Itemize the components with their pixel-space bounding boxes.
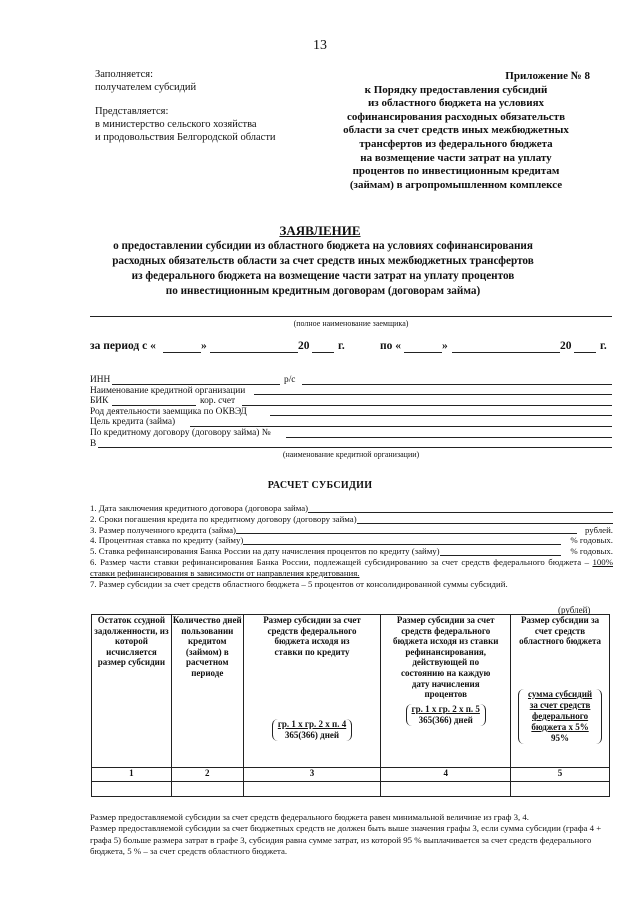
appendix-line: процентов по инвестиционным кредитам xyxy=(352,165,560,178)
period-from-month-field[interactable] xyxy=(210,352,298,353)
note-2: Размер предоставляемой субсидии за счет бюджетных средств не должен быть выше значения графы 3, если сумма субсидии (графа 4 + графа 5) больше размера затрат в графе 3, субсидия равна сумме затрат, из которой 95 % выплачивается за счет средств федерального бюджета, 5 % – за счет средств областного бюджета. xyxy=(90,823,602,857)
org-caption: (наименование кредитной организации) xyxy=(282,450,420,460)
col-header-5 xyxy=(511,615,610,768)
subtitle-line: расходных обязательств области за счет средств иных межбюджетных трансфертов xyxy=(112,255,534,267)
subtitle-line: по инвестиционным кредитным договорам (договорам займа) xyxy=(165,285,481,297)
submit-to-line-2: и продовольствия Белгородской области xyxy=(95,132,276,143)
calc-title: РАСЧЕТ СУБСИДИИ xyxy=(267,480,373,491)
item-6-label: 6. Размер части ставки рефинансирования Банка России, подлежащей субсидированию за счет средств федерального бюджета – xyxy=(90,556,589,567)
submit-label: Представляется: xyxy=(95,106,169,117)
col-header-4-label: Размер субсидии за счет средств федерального бюджета исходя из ставки рефинансирования, действующей по состоянию на каждую дату начисления процентов xyxy=(392,615,499,700)
table-cell-input[interactable] xyxy=(381,782,511,797)
item-7 xyxy=(90,579,613,590)
period-from-day-field[interactable] xyxy=(163,352,201,353)
notes xyxy=(90,812,613,858)
col-3-formula-bottom: 365(366) дней xyxy=(284,730,340,741)
col-4-formula-bottom: 365(366) дней xyxy=(418,714,473,725)
fill-label: Заполняется: xyxy=(95,69,153,80)
okved-label: Род деятельности заемщика по ОКВЭД xyxy=(90,406,247,417)
col-header-1: Остаток ссудной задолженности, из которой исчисляется размер субсидии xyxy=(92,615,172,768)
fill-by: получателем субсидий xyxy=(95,82,197,93)
appendix-line: на возмещение части затрат на уплату xyxy=(360,151,552,164)
col-3-formula xyxy=(272,719,352,741)
bik-label: БИК xyxy=(90,396,109,407)
note-1: Размер предоставляемой субсидии за счет средств федерального бюджета равен минимальной величине из граф 3, 4. xyxy=(90,812,529,822)
period-to-close-quote: » xyxy=(442,340,448,352)
item-6-underlined: 100% ставки рефинансирования в зависимости от направления кредитования. xyxy=(90,556,613,578)
col-number: 1 xyxy=(92,768,172,782)
col-header-3 xyxy=(243,615,381,768)
period-to-day-field[interactable] xyxy=(404,352,442,353)
col-5-formula-bottom: 95% xyxy=(551,732,570,743)
subsidy-table xyxy=(91,614,610,797)
col-header-3-label: Размер субсидии за счет средств федерального бюджета исходя из ставки по кредиту xyxy=(263,615,361,657)
period-from-year-suffix: г. xyxy=(338,340,345,352)
subtitle-line: из федерального бюджета на возмещение части затрат на уплату процентов xyxy=(131,270,515,282)
table-cell-input[interactable] xyxy=(171,782,243,797)
col-4-formula xyxy=(406,704,486,726)
col-number: 2 xyxy=(171,768,243,782)
col-number: 5 xyxy=(511,768,610,782)
currency-unit: (рублей) xyxy=(558,605,591,615)
inn-label: ИНН xyxy=(90,375,111,385)
item-7-label: 7. Размер субсидии за счет средств областного бюджета – 5 процентов от консолидированной суммы субсидий. xyxy=(90,578,508,589)
item-4-unit: % годовых. xyxy=(570,535,613,546)
item-1-label: 1. Дата заключения кредитного договора (договора займа) xyxy=(90,503,309,513)
appendix-header xyxy=(300,70,612,192)
in-label: В xyxy=(90,438,97,449)
table-cell-input[interactable] xyxy=(92,782,172,797)
period-to-year-prefix: 20 xyxy=(560,340,572,352)
item-3-unit: рублей. xyxy=(584,524,613,535)
requisites-form xyxy=(90,375,612,459)
inn-field[interactable] xyxy=(112,384,280,385)
col-header-4 xyxy=(381,615,511,768)
period-from-year-prefix: 20 xyxy=(298,340,310,352)
appendix-line: (займам) в агропромышленном комплексе xyxy=(349,178,563,191)
col-4-formula-top: гр. 1 х гр. 2 х п. 5 xyxy=(411,703,480,714)
submit-to-line-1: в министерство сельского хозяйства xyxy=(95,119,257,130)
page-number: 13 xyxy=(313,38,327,53)
contract-label: По кредитному договору (договору займа) № xyxy=(90,427,271,438)
table-cell-input[interactable] xyxy=(511,782,610,797)
item-2-label: 2. Сроки погашения кредита по кредитному договору (договору займа) xyxy=(90,513,357,524)
org-name-field[interactable] xyxy=(254,394,612,395)
appendix-line: области за счет средств иных межбюджетных xyxy=(343,124,569,137)
rs-field[interactable] xyxy=(302,384,612,385)
item-6 xyxy=(90,557,613,579)
bik-field[interactable] xyxy=(112,405,196,406)
col-number: 3 xyxy=(243,768,381,782)
period-to-year-field[interactable] xyxy=(574,352,596,353)
item-5-label: 5. Ставка рефинансирования Банка России на дату начисления процентов по кредиту (займу) xyxy=(90,546,440,557)
purpose-field[interactable] xyxy=(190,426,612,427)
col-5-formula xyxy=(518,689,602,744)
subtitle-line: о предоставлении субсидии из областного бюджета на условиях софинансирования xyxy=(113,240,533,252)
period-from-year-field[interactable] xyxy=(312,352,334,353)
col-header-2: Количество дней пользовании кредитом (займом) в расчетном периоде xyxy=(171,615,243,768)
col-3-formula-top: гр. 1 х гр. 2 х п. 4 xyxy=(277,719,347,730)
col-number: 4 xyxy=(381,768,511,782)
period-from-label: за период с « xyxy=(90,340,156,352)
borrower-caption: (полное наименование заемщика) xyxy=(293,319,409,328)
document-subtitle xyxy=(90,239,556,299)
appendix-line: к Порядку предоставления субсидий xyxy=(364,83,548,96)
okved-field[interactable] xyxy=(270,415,612,416)
col-5-formula-top: сумма субсидий за счет средств федерального бюджета х 5% xyxy=(528,688,593,732)
item-5-unit: % годовых. xyxy=(570,546,613,557)
submission-info xyxy=(95,68,276,144)
appendix-title: Приложение № 8 xyxy=(505,70,590,82)
period-to-month-field[interactable] xyxy=(452,352,560,353)
period-from-close-quote: » xyxy=(201,340,207,352)
bank-field[interactable] xyxy=(98,447,612,448)
period-to-label: по « xyxy=(380,340,402,352)
borrower-name-line[interactable] xyxy=(90,316,612,317)
purpose-label: Цель кредита (займа) xyxy=(90,417,176,428)
kor-label: кор. счет xyxy=(200,396,236,407)
kor-field[interactable] xyxy=(242,405,612,406)
item-3-label: 3. Размер полученного кредита (займа) xyxy=(90,524,236,535)
appendix-line: софинансирования расходных обязательств xyxy=(346,110,566,123)
calc-items xyxy=(90,503,613,589)
org-name-label: Наименование кредитной организации xyxy=(90,385,246,396)
table-cell-input[interactable] xyxy=(243,782,381,797)
rs-label: р/с xyxy=(284,375,296,385)
item-4-label: 4. Процентная ставка по кредиту (займу) xyxy=(90,535,244,546)
contract-field[interactable] xyxy=(286,437,612,438)
col-header-5-label: Размер субсидии за счет средств областного бюджета xyxy=(519,615,601,647)
document-title: ЗАЯВЛЕНИЕ xyxy=(279,223,361,238)
period-to-year-suffix: г. xyxy=(600,340,607,352)
appendix-line: из областного бюджета на условиях xyxy=(367,97,545,110)
appendix-line: трансфертов из федерального бюджета xyxy=(359,137,553,150)
